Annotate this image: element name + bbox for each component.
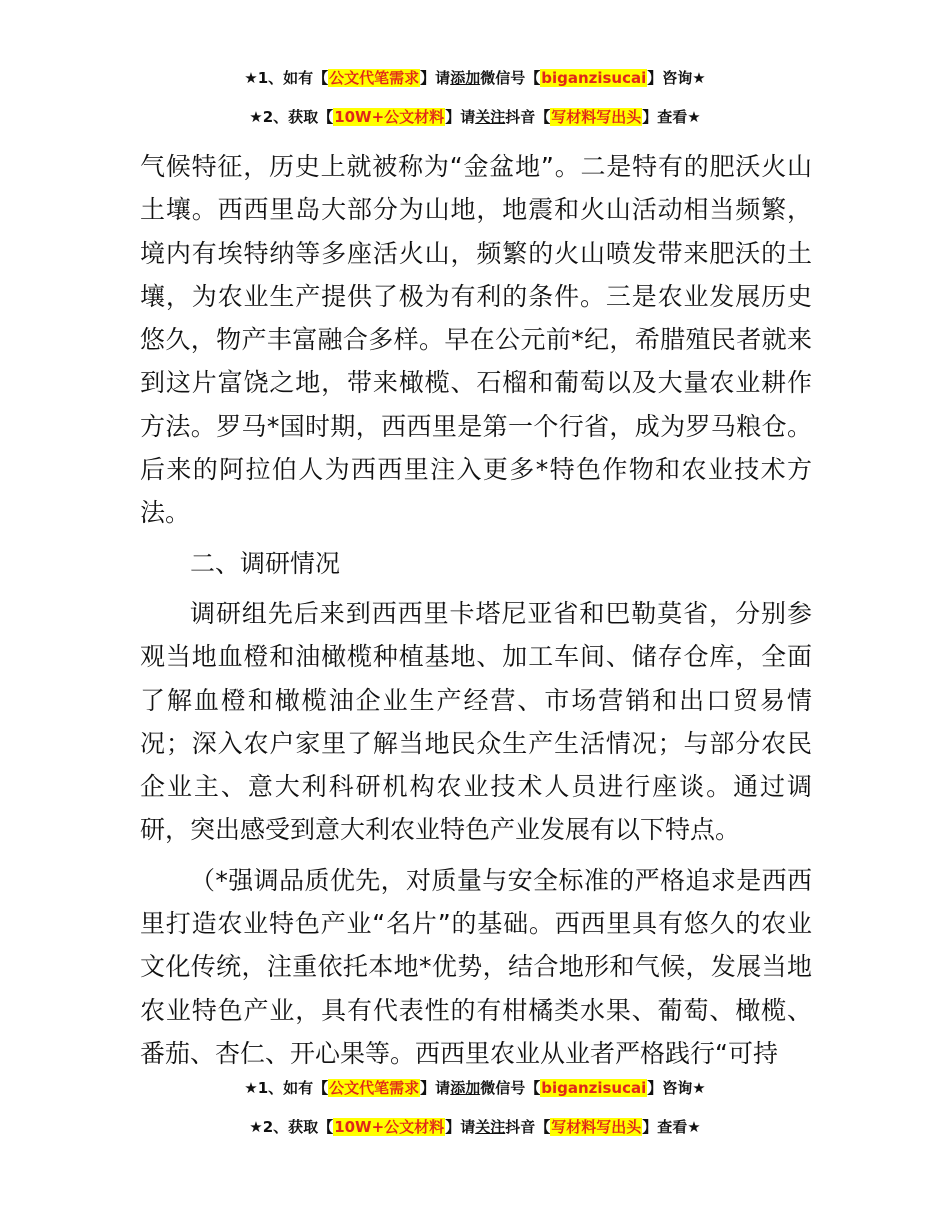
banner-underlined-text: 关注	[475, 108, 506, 126]
banner-highlight-douyin-id: 写材料写出头	[551, 108, 642, 126]
banner-text: 微信号【	[480, 69, 541, 87]
banner-highlight-wechat-id: biganzisucai	[541, 1079, 647, 1097]
banner-highlight: 公文代笔需求	[329, 69, 420, 87]
banner-text: 微信号【	[480, 1079, 541, 1097]
paragraph-3: （*强调品质优先，对质量与安全标准的严格追求是西西里打造农业特色产业“名片”的基础。西西里具有悠久的农业文化传统，注重依托本地*优势，结合地形和气候，发展当地农业特色产业，具有代表性的有柑橘类水果、葡萄、橄榄、番茄、杏仁、开心果等。西西里农业从业者严格践行“可持	[140, 865, 812, 1068]
banner-highlight: 10W+公文材料	[334, 1118, 445, 1136]
header-banner-line-1	[0, 67, 950, 89]
banner-text: ★2、获取【	[249, 1118, 334, 1136]
footer-banner-line-2	[0, 1116, 950, 1138]
document-body	[140, 145, 812, 1075]
banner-text: 】请	[420, 69, 451, 87]
header-banner-line-2	[0, 106, 950, 128]
banner-highlight: 公文代笔需求	[329, 1079, 420, 1097]
banner-text: 】咨询★	[647, 1079, 706, 1097]
banner-text: 抖音【	[505, 1118, 551, 1136]
banner-text: ★1、如有【	[244, 1079, 329, 1097]
banner-highlight-douyin-id: 写材料写出头	[551, 1118, 642, 1136]
banner-text: ★2、获取【	[249, 108, 334, 126]
paragraph-2: 调研组先后来到西西里卡塔尼亚省和巴勒莫省，分别参观当地血橙和油橄榄种植基地、加工车间、储存仓库，全面了解血橙和橄榄油企业生产经营、市场营销和出口贸易情况；深入农户家里了解当地民众生产生活情况；与部分农民企业主、意大利科研机构农业技术人员进行座谈。通过调研，突出感受到意大利农业特色产业发展有以下特点。	[140, 598, 812, 845]
banner-text: 】查看★	[642, 108, 701, 126]
banner-underlined-text: 添加	[450, 69, 481, 87]
banner-text: 】查看★	[642, 1118, 701, 1136]
banner-text: 】请	[445, 108, 476, 126]
banner-underlined-text: 关注	[475, 1118, 506, 1136]
banner-text: ★1、如有【	[244, 69, 329, 87]
paragraph-1: 气候特征，历史上就被称为“金盆地”。二是特有的肥沃火山土壤。西西里岛大部分为山地，地震和火山活动相当频繁，境内有埃特纳等多座活火山，频繁的火山喷发带来肥沃的土壤，为农业生产提供了极为有利的条件。三是农业发展历史悠久，物产丰富融合多样。早在公元前*纪，希腊殖民者就来到这片富饶之地，带来橄榄、石榴和葡萄以及大量农业耕作方法。罗马*国时期，西西里是第一个行省，成为罗马粮仓。后来的阿拉伯人为西西里注入更多*特色作物和农业技术方法。	[140, 152, 812, 528]
banner-text: 】请	[445, 1118, 476, 1136]
banner-underlined-text: 添加	[450, 1079, 481, 1097]
banner-text: 抖音【	[505, 108, 551, 126]
banner-text: 】请	[420, 1079, 451, 1097]
banner-text: 】咨询★	[647, 69, 706, 87]
footer-banner-line-1	[0, 1077, 950, 1099]
section-heading: 二、调研情况	[190, 548, 341, 578]
banner-highlight: 10W+公文材料	[334, 108, 445, 126]
banner-highlight-wechat-id: biganzisucai	[541, 69, 647, 87]
